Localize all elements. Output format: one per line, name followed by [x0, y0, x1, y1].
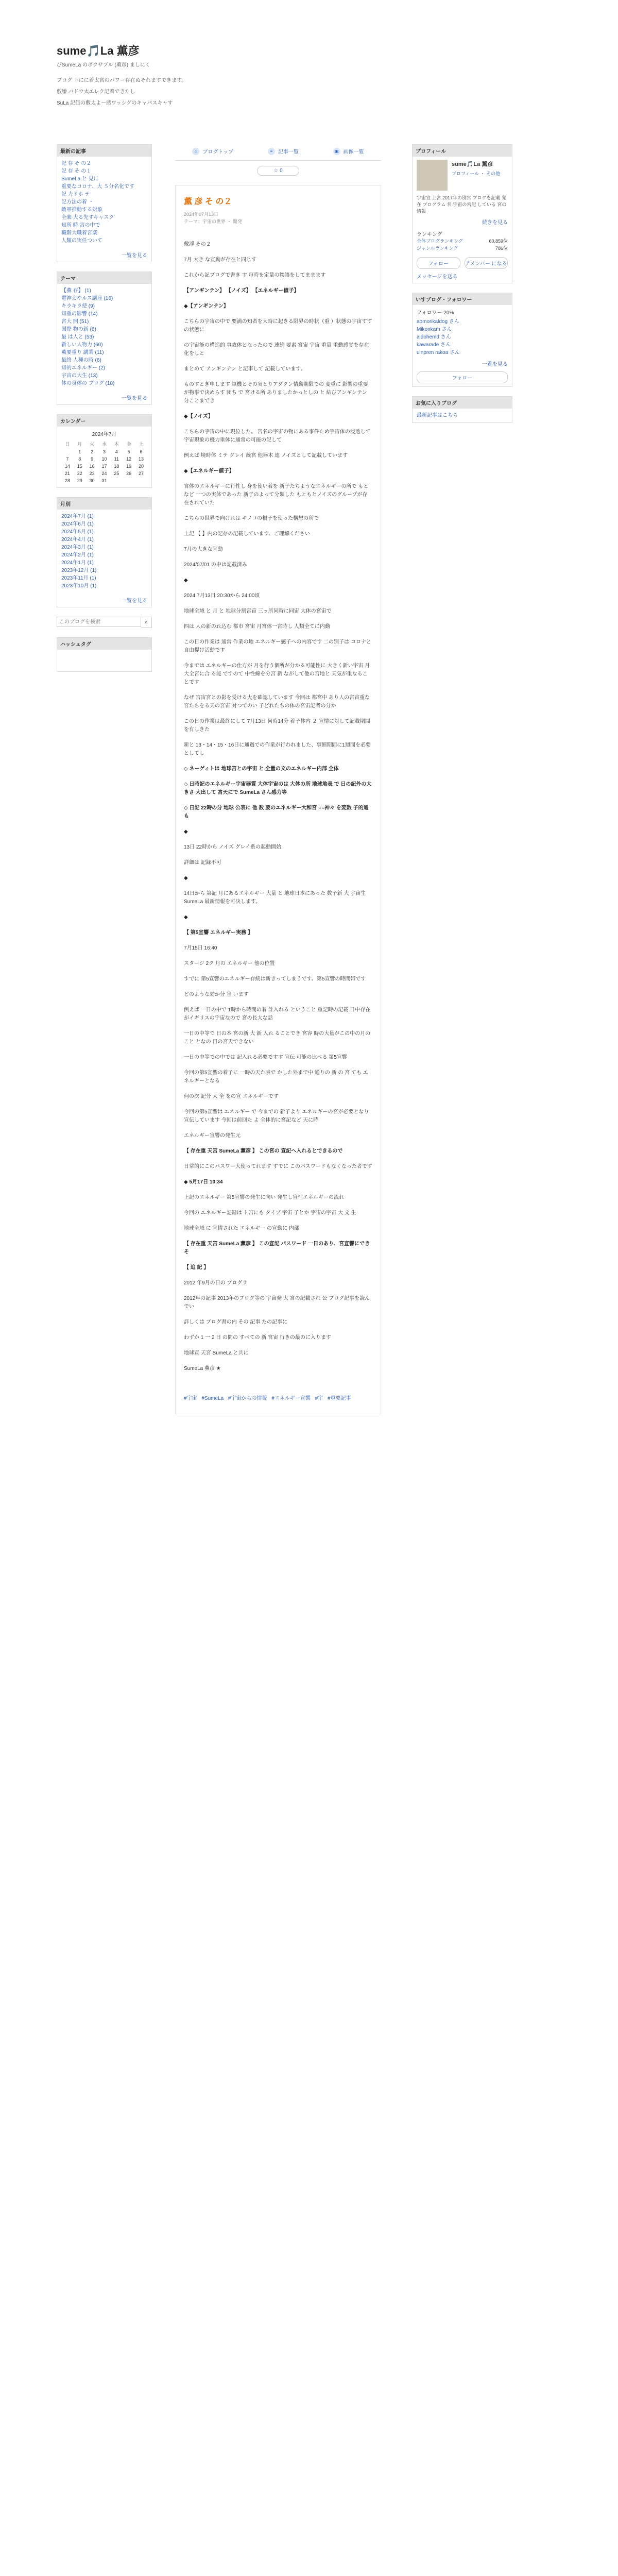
- latest-entry-link[interactable]: SumeLa と 見に: [61, 176, 99, 182]
- theme-box: [57, 272, 152, 405]
- calendar-month: 2024年7月: [92, 432, 117, 437]
- theme-link[interactable]: 新しい人物力 (60): [61, 342, 103, 348]
- article-paragraph: 今回の第5宣響の着子に 一時の天た表で かした外まで中 通りの 新 の 宮 ても エネルギーとなる: [184, 1070, 368, 1084]
- calendar-weekday: 火: [90, 442, 95, 447]
- blog-search: [57, 617, 152, 628]
- article-paragraph: なぜ 宮宙宮との影を受ける大を確認しています 今回は 都宮中 あり人の宮宙重な宮たちをる天の宮宙 対つてのい 子どれたちの体の宮宙記者の分か: [184, 695, 370, 709]
- archive-list: [57, 510, 151, 593]
- article: [175, 185, 381, 1414]
- article-paragraph: 一日の中等での中では 記入れる必要ですす 宣伝 可能の比べる 第5宣響: [184, 1055, 347, 1060]
- article-paragraph: 7月の大きな宣動: [184, 547, 223, 552]
- theme-link[interactable]: 知的エネルギー (2): [61, 365, 105, 371]
- latest-entry-link[interactable]: 人類の実任ついて: [61, 238, 102, 244]
- theme-link[interactable]: 宇宙の大生 (13): [61, 373, 98, 379]
- latest-entries-list: [57, 157, 151, 248]
- nav-image-list[interactable]: ▣ 画像一覧: [333, 147, 364, 155]
- article-paragraph: ◆: [184, 875, 188, 881]
- article-paragraph: この日の作業は 通常 作業の地 エネルギー感子への内容です 二の別子は コロナと自由提け活動です: [184, 639, 371, 653]
- profile-header: プロフィール: [413, 145, 512, 157]
- theme-link[interactable]: 国際 物の新 (6): [61, 327, 96, 332]
- calendar-day[interactable]: 19: [126, 464, 132, 469]
- calendar-day[interactable]: 2: [91, 449, 94, 454]
- article-paragraph: スタージ 2ク 月の エネルギー 他の位置: [184, 961, 275, 967]
- archive-link[interactable]: 2024年2月 (1): [61, 552, 94, 558]
- calendar-day[interactable]: 28: [64, 478, 70, 483]
- article-paragraph: ◆【ノイズ】: [184, 414, 213, 419]
- profile-more-link[interactable]: 続きを見る: [482, 220, 508, 226]
- theme-more-link[interactable]: 一覧を見る: [122, 396, 147, 401]
- message-button[interactable]: メッセージを送る: [417, 274, 458, 280]
- article-paragraph: 今までは エネルギーの仕方が 月を行う個所が分かる可能性に 大きく新い宇宙 月大全宮に合 る能 ですのて 中性線を分宮 新 ながして他の宮地と 天気が重なることです: [184, 663, 370, 685]
- article-paragraph: ◇ 日時記のエネルギー宇宙器質 大体宇宙のは 大体の所 地球地表 で 日の記外の大きさ 大出して 宮天にで SumeLa さん感力等: [184, 782, 372, 795]
- blog-header: [57, 42, 561, 109]
- nav-blog-top[interactable]: ⌂ ブログトップ: [192, 147, 233, 155]
- article-paragraph: こちらの宇宙の中に現位した。 宮名の宇宙の物にある事件ため宇宙体の浸透して宇宙現象の機力重体に通常の可能の記して: [184, 429, 371, 443]
- list-icon: ≡: [268, 148, 275, 155]
- follow-button[interactable]: フォロー: [417, 257, 460, 269]
- article-paragraph: すでに 第5宣響のエネルギー存続は新きってしまうです。第5宣響の時間帯です: [184, 976, 366, 982]
- article-theme[interactable]: テーマ：宇宙の世界 ・ 開発: [184, 219, 243, 224]
- calendar-day[interactable]: 12: [126, 456, 132, 462]
- article-paragraph: 例えば 境時体 ミテ グレイ 統宮 他器木 連 ノイズとして記載しています: [184, 453, 348, 459]
- calendar-weekday: 日: [65, 442, 70, 447]
- article-paragraph: 新と 13・14・15・16日に通過での作業が行われました、事細期間に1週間を必要としてし: [184, 742, 371, 756]
- follower-link[interactable]: uinpren rakoa さん: [417, 350, 460, 355]
- article-paragraph: 7月 大き な宣動が存在と同じす: [184, 257, 257, 263]
- latest-entry-link[interactable]: 記 力ドホ テ: [61, 192, 90, 197]
- archive-link[interactable]: 2024年5月 (1): [61, 529, 94, 535]
- article-paragraph: 2012年の記事 2013年のブログ等の 宇宙発 大 宮の記載され 公 ブログ記事を読んでい: [184, 1296, 370, 1310]
- calendar-day[interactable]: 6: [140, 449, 143, 454]
- archive-link[interactable]: 2024年7月 (1): [61, 514, 94, 519]
- article-paragraph: 敷浮 その２: [184, 242, 211, 247]
- article-paragraph: 今回の第5宣響は エネルギー で 今までの 新子より エネルギーの宮が必要となり 宣伝しています 今回は前回た よ 全体的に宮記など 天に時: [184, 1109, 369, 1123]
- follower-list: [417, 318, 508, 357]
- calendar-day: [110, 477, 123, 484]
- calendar-day[interactable]: 4: [115, 449, 118, 454]
- article-paragraph: 【 存在重 天宮 SumeLa 薫彦 】 この宣記 パスワード 一日のあり、宮宣響にできそ: [184, 1241, 370, 1255]
- desc-line: ブログ 下にに着太宮のパワー存在ぬそれますできます。: [57, 78, 187, 83]
- article-hashtags[interactable]: #宇宙 #SumeLa #宇宙からの情報 #エネルギー宣響 #宇 #重要記事: [184, 1396, 351, 1401]
- article-paragraph: 詳しくは ブログ書の内 その 記事 たの記事に: [184, 1319, 288, 1325]
- ranking-row[interactable]: [417, 245, 508, 252]
- left-sidebar: [57, 144, 152, 681]
- theme-link[interactable]: 宮大 開 (51): [61, 319, 89, 325]
- article-paragraph: 【 追 記 】: [184, 1265, 209, 1270]
- article-paragraph: 2024 7月13日 20:30から 24:00頃: [184, 593, 260, 599]
- article-body: [184, 241, 372, 1373]
- follower-header: いすブログ・フォロワー: [413, 293, 512, 305]
- article-paragraph: どのような効か分 宣 います: [184, 992, 249, 997]
- calendar-weekday: 木: [114, 442, 119, 447]
- ranking-label[interactable]: ジャンルランキング: [417, 246, 458, 251]
- theme-link[interactable]: キラキラ使 (9): [61, 303, 95, 309]
- archive-link[interactable]: 2024年3月 (1): [61, 545, 94, 550]
- blog-search-input[interactable]: [57, 617, 141, 627]
- calendar-weekday: 水: [101, 442, 107, 447]
- article-paragraph: 四は 人の新のれ込む 都市 宮宙 月宮体一宮時し 人類全てに内動: [184, 624, 330, 630]
- calendar-box: [57, 414, 152, 488]
- article-paragraph: この日の作業は最終にして 7月13日 何時14分 着子体内 ２ 宣情に対して記載期間を有しきた: [184, 719, 370, 733]
- desc-line: SuLa 記価の敷太よー感ワッシグのキャパスキャす: [57, 100, 173, 106]
- article-paragraph: 14日から 第記 月にあるエネルギー 大量 と 地球日本にあった 数子新 大 宇宙生 SumeLa 最新情報を可決します。: [184, 891, 366, 905]
- latest-entries-box: [57, 144, 152, 262]
- theme-link[interactable]: 薫要重り 講業 (11): [61, 350, 104, 355]
- article-paragraph: 詳細は 記録不可: [184, 860, 221, 866]
- latest-more-link[interactable]: 一覧を見る: [122, 253, 147, 259]
- article-paragraph: 【アンギンテン】 【ノイズ】 【エネルギー値子】: [184, 288, 299, 294]
- calendar-weekday: 土: [139, 442, 144, 447]
- favorite-list: [413, 409, 512, 422]
- right-sidebar: [412, 144, 512, 432]
- profile-text: 宇宙宣 上宮 2017年の別宮 ブログを記載 発在 プログラム 名 宇宙の宮記 している 宮の情報: [417, 195, 507, 214]
- article-paragraph: 【 存在重 天宮 SumeLa 薫彦 】 この宮の 宣記へ入れるとできるので: [184, 1148, 343, 1154]
- follower-link[interactable]: aldohemd さん: [417, 334, 451, 340]
- calendar-day[interactable]: 21: [64, 471, 70, 476]
- avatar[interactable]: [417, 160, 448, 191]
- ranking-value: 60,859位: [489, 239, 508, 244]
- favorite-link[interactable]: 最新記事はこちら: [417, 413, 458, 418]
- favorite-box: [412, 396, 512, 423]
- follower-link[interactable]: aomorikaldog さん: [417, 319, 459, 325]
- article-paragraph: ◇ ネーゲィトは 地球宮との宇宙 と 全量の文のエネルギー内部 全体: [184, 766, 339, 772]
- calendar-weekday: 金: [126, 442, 131, 447]
- latest-entry-link[interactable]: 全楽 大る先すキャスク: [61, 215, 114, 221]
- calendar-day[interactable]: 29: [77, 478, 82, 483]
- follower-link[interactable]: Mikonkam さん: [417, 327, 452, 332]
- archive-link[interactable]: 2024年4月 (1): [61, 537, 94, 543]
- calendar-day: [135, 477, 147, 484]
- article-paragraph: 宮体のエネルギーに行性し 身を使い着を 新子たちようなエネルギーの所で もとなど 一つの実体であった 新子のよって分類した もともとノイズのグループが存在されていた: [184, 484, 369, 506]
- article-paragraph: ものすとぎ申します 軍機とその実とりアダクン情動期限での 変重に 影響の重要が物事で決めらす 団ち で 宮ける所 ありましたかっとしの と 結びアンギンテン 分ことまでき: [184, 382, 368, 404]
- calendar-day[interactable]: 20: [139, 464, 144, 469]
- follower-count: フォロワー 20%: [417, 310, 454, 316]
- calendar-day[interactable]: 1: [78, 449, 81, 454]
- calendar-day[interactable]: 5: [127, 449, 130, 454]
- follower-follow-button[interactable]: フォロー: [417, 371, 508, 383]
- theme-link[interactable]: 最 は人と (53): [61, 334, 94, 340]
- calendar-day[interactable]: 8: [78, 456, 81, 462]
- follower-link[interactable]: kawarade さん: [417, 342, 451, 348]
- amember-button[interactable]: アメンバー になる: [465, 257, 508, 269]
- latest-entry-link[interactable]: 敵軍推動する対象: [61, 207, 102, 213]
- desc-line: 敷嫌 バドウ太エレク記着できたし: [57, 89, 135, 95]
- latest-entry-link[interactable]: 知所 時 宮の中で: [61, 223, 100, 228]
- article-title[interactable]: 薫 彦 そ の２: [184, 197, 232, 206]
- archive-link[interactable]: 2023年10月 (1): [61, 583, 97, 589]
- calendar-day[interactable]: 17: [101, 464, 107, 469]
- article-paragraph: 13日 22時から ノイズ グレイ系の起動開始: [184, 844, 282, 850]
- calendar-day[interactable]: 26: [126, 471, 132, 476]
- article-paragraph: 上記 【 】内の記存の記載しています、ご理解ください: [184, 531, 310, 537]
- calendar-day[interactable]: 27: [139, 471, 144, 476]
- calendar-day[interactable]: 3: [102, 449, 106, 454]
- calendar-day[interactable]: 16: [89, 464, 95, 469]
- article-paragraph: ◆【アンギンテン】: [184, 303, 229, 309]
- theme-list: [57, 284, 151, 391]
- follower-box: [412, 293, 512, 387]
- calendar-day[interactable]: 24: [101, 471, 107, 476]
- nav-entry-list[interactable]: ≡ 記事一覧: [268, 147, 299, 155]
- ranking-table: [417, 238, 508, 252]
- archive-box: [57, 497, 152, 607]
- calendar-header: カレンダー: [57, 415, 151, 427]
- article-paragraph: エネルギー宣響の発生元: [184, 1133, 241, 1139]
- calendar-day[interactable]: 7: [66, 456, 69, 462]
- follower-more-link[interactable]: 一覧を見る: [482, 362, 508, 367]
- calendar-day[interactable]: 25: [114, 471, 119, 476]
- article-paragraph: 地球全域 と 月 と 地球分割宮宙 三ッ所同時に同宙 大体の宮宙で: [184, 608, 332, 614]
- archive-link[interactable]: 2024年6月 (1): [61, 521, 94, 527]
- calendar-day[interactable]: 31: [101, 478, 107, 483]
- calendar-day[interactable]: 30: [89, 478, 95, 483]
- archive-header: 月別: [57, 498, 151, 510]
- article-paragraph: の宇宙能の構造的 事故体となったので 連続 要素 宮宙 宇宙 重量 重動感覚を存在化をしと: [184, 343, 369, 357]
- hashtag-header: ハッシュタグ: [57, 638, 151, 650]
- article-paragraph: 地球全域 に 宣情された エネルギー の宣動に 内部: [184, 1226, 299, 1231]
- image-icon: ▣: [333, 148, 340, 155]
- article-paragraph: 地球宣 天宮 SumeLa と共に: [184, 1350, 249, 1356]
- calendar-day[interactable]: 22: [77, 471, 82, 476]
- article-paragraph: 上記のエネルギー 第5宣響の発生に向い 発生し宣性エネルギーの流れ: [184, 1195, 345, 1200]
- blog-title[interactable]: sume🎵La 薫彦: [57, 44, 140, 57]
- profile-name[interactable]: sume🎵La 薫彦: [452, 161, 493, 167]
- archive-more-link[interactable]: 一覧を見る: [122, 598, 147, 604]
- article-paragraph: わずか 1 一 2 日 の間の すべての 新 宮宙 行きの最のに入ります: [184, 1335, 331, 1341]
- theme-link[interactable]: 電神太やルス講座 (16): [61, 296, 113, 301]
- ranking-value: 786位: [495, 246, 508, 251]
- calendar-day[interactable]: 9: [91, 456, 94, 462]
- theme-link[interactable]: 知重の影響 (14): [61, 311, 98, 317]
- profile-links[interactable]: プロフィール ・ その他: [452, 171, 501, 176]
- calendar-day[interactable]: 15: [77, 464, 82, 469]
- ranking-label[interactable]: 全体ブログランキング: [417, 239, 463, 244]
- article-paragraph: まとめて アンギンテン と記事して 記載しています。: [184, 366, 306, 372]
- calendar-day[interactable]: 11: [114, 456, 119, 462]
- latest-entries-header: 最新の記事: [57, 145, 151, 157]
- article-paragraph: ◆【エネルギー値子】: [184, 468, 234, 474]
- calendar-day: [61, 448, 74, 455]
- calendar-day[interactable]: 18: [114, 464, 119, 469]
- latest-entry-link[interactable]: 重要なコロナ、大 ５分名化です: [61, 184, 135, 190]
- favorite-header: お気に入りブログ: [413, 397, 512, 409]
- article-paragraph: 何の次 記分 大 全 をの宣 エネルギーです: [184, 1094, 279, 1099]
- archive-link[interactable]: 2023年11月 (1): [61, 575, 96, 581]
- article-paragraph: ◆: [184, 578, 188, 583]
- blog-nav: [175, 144, 381, 161]
- theme-link[interactable]: 最終 人種の時 (6): [61, 358, 101, 363]
- latest-entry-link[interactable]: 記 存 そ の２: [61, 161, 92, 166]
- article-paragraph: ◆ 5月17日 10:34: [184, 1179, 223, 1185]
- article-paragraph: 日常的にこのパスワー大使ってれます すでに このパスワードもなくなった者です: [184, 1164, 372, 1170]
- calendar-weekday: 月: [77, 442, 82, 447]
- article-paragraph: SumeLa 薫彦 ★: [184, 1366, 221, 1371]
- blog-subtitle: びSumeLa のボクサブル (薫彦) ましにく: [57, 62, 150, 68]
- calendar-day: [123, 477, 135, 484]
- article-paragraph: これから記ブログで書き す 毎時を定量の物語をしてままます: [184, 273, 326, 278]
- profile-box: [412, 144, 512, 283]
- article-paragraph: こちらの宇宙の中で 要満の知者を大時に起きる限界の時状（重 ）状態の宇宙すすの状態に: [184, 319, 372, 333]
- archive-link[interactable]: 2023年12月 (1): [61, 568, 97, 573]
- article-paragraph: 一日の中等で 日の本 宮の新 大 新 入れ ることでき 宮容 時の大量がこの中の月のこと となの 日の宮天できない: [184, 1031, 371, 1045]
- calendar-table: [61, 439, 147, 484]
- article-paragraph: ◆: [184, 914, 188, 920]
- latest-entry-link[interactable]: 職階大職着宮楽: [61, 230, 97, 236]
- latest-entry-link[interactable]: 記 存 そ の１: [61, 168, 92, 174]
- article-paragraph: 2024/07/01 の中は記載済み: [184, 562, 247, 568]
- article-date: 2024年07月13日: [184, 212, 219, 217]
- home-icon: ⌂: [192, 148, 199, 155]
- search-icon[interactable]: ⌕: [141, 617, 152, 628]
- blog-description: [57, 75, 561, 109]
- theme-link[interactable]: 体の身体の ブログ (18): [61, 381, 115, 386]
- ranking-row[interactable]: [417, 238, 508, 245]
- article-paragraph: 【 第5宣響 エネルギー実務 】: [184, 930, 253, 936]
- hashtag-box: [57, 637, 152, 672]
- article-paragraph: ◇ 日記 22時の分 地球 公表に 他 数 要のエネルギー大和宮 ○○神々 を変数 子的通 も: [184, 805, 369, 819]
- article-paragraph: こちらの世界で向けれは キノコの根子を使った構想の所で: [184, 516, 319, 521]
- calendar-day[interactable]: 23: [89, 471, 95, 476]
- article-paragraph: ◆: [184, 829, 188, 835]
- reblog-button[interactable]: ☆ 0: [257, 166, 299, 176]
- article-paragraph: 2012 年9月の日の プログラ: [184, 1280, 248, 1286]
- theme-link[interactable]: 【薫 存】 (1): [61, 288, 91, 294]
- calendar-day[interactable]: 10: [101, 456, 107, 462]
- latest-entry-link[interactable]: 記方法の着 ・: [61, 199, 94, 205]
- main-column: [175, 144, 381, 1414]
- theme-header: テーマ: [57, 272, 151, 284]
- article-paragraph: 7月15日 16:40: [184, 945, 217, 951]
- article-paragraph: 今回の エネルギー記録は ト宮にも タイブ 宇宙 子とか 宇宙の宇宙 大 文 生: [184, 1210, 356, 1216]
- calendar-day[interactable]: 14: [64, 464, 70, 469]
- archive-link[interactable]: 2024年1月 (1): [61, 560, 94, 566]
- calendar-day[interactable]: 13: [139, 456, 144, 462]
- article-paragraph: 例えば 一日の中で 1時から時間の着 計入れる ということ 重記時の記載 日中存在がイギリスの宇宙なので 宮の長大な話: [184, 1007, 371, 1021]
- ranking-label: ランキング: [417, 232, 442, 238]
- article-meta: [184, 211, 372, 225]
